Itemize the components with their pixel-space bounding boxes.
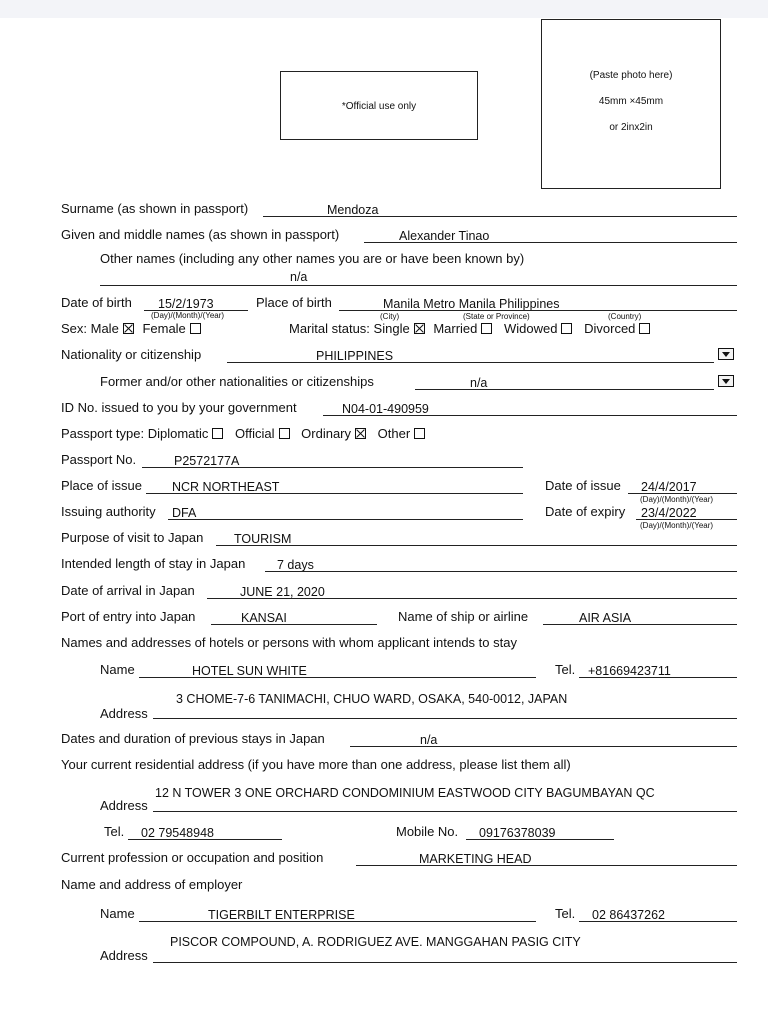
surname-underline — [263, 216, 737, 217]
previous-stays-field[interactable]: n/a — [420, 733, 438, 747]
employer-name-field[interactable]: TIGERBILT ENTERPRISE — [208, 908, 355, 922]
official-use-label: *Official use only — [341, 101, 417, 112]
port-of-entry-underline — [211, 624, 377, 625]
hotel-name-underline — [139, 677, 536, 678]
date-of-issue-label: Date of issue — [545, 478, 621, 493]
mobile-field[interactable]: 09176378039 — [479, 826, 556, 840]
ordinary-checkbox[interactable] — [355, 428, 366, 439]
hotel-tel-underline — [579, 677, 737, 678]
mobile-label: Mobile No. — [396, 824, 459, 839]
female-checkbox[interactable] — [190, 323, 201, 334]
employer-tel-label: Tel. — [555, 906, 576, 921]
nationality-field[interactable]: PHILIPPINES — [316, 349, 394, 363]
nationality-label: Nationality or citizenship — [61, 347, 202, 362]
mobile-underline — [466, 839, 614, 840]
surname-field[interactable]: Mendoza — [327, 203, 379, 217]
pob-field[interactable]: Manila Metro Manila Philippines — [383, 297, 560, 311]
port-of-entry-field[interactable]: KANSAI — [241, 611, 287, 625]
employer-name-underline — [139, 921, 536, 922]
date-of-expiry-hint: (Day)/(Month)/(Year) — [640, 521, 714, 530]
issuing-authority-underline — [168, 519, 523, 520]
other-names-underline — [100, 285, 737, 286]
purpose-field[interactable]: TOURISM — [234, 532, 292, 546]
residential-address-underline — [153, 811, 737, 812]
nationality-dropdown-arrow-icon[interactable] — [718, 348, 734, 360]
dob-label: Date of birth — [61, 295, 132, 310]
official-label: Official — [235, 426, 275, 441]
issuing-authority-field[interactable]: DFA — [172, 506, 197, 520]
sex-row — [61, 321, 201, 337]
passport-type-label: Passport type: Diplomatic — [61, 426, 209, 441]
profession-underline — [356, 865, 737, 866]
pob-label: Place of birth — [256, 295, 332, 310]
gov-id-field[interactable]: N04-01-490959 — [342, 402, 429, 416]
date-of-expiry-underline — [636, 519, 737, 520]
diplomatic-checkbox[interactable] — [212, 428, 223, 439]
ship-airline-field[interactable]: AIR ASIA — [579, 611, 632, 625]
passport-no-label: Passport No. — [61, 452, 137, 467]
residential-heading: Your current residential address (if you have more than one address, please list them all) — [61, 757, 571, 772]
gov-id-label: ID No. issued to you by your government — [61, 400, 297, 415]
hotel-address-label: Address — [100, 706, 148, 721]
photo-box[interactable] — [541, 19, 721, 189]
former-nationality-underline — [415, 389, 714, 390]
single-label: Single — [373, 321, 410, 336]
male-checkbox[interactable] — [123, 323, 134, 334]
hotel-name-label: Name — [100, 662, 135, 677]
dob-hint: (Day)/(Month)/(Year) — [151, 311, 225, 320]
employer-name-label: Name — [100, 906, 135, 921]
other-names-label: Other names (including any other names you are or have been known by) — [100, 251, 525, 266]
ordinary-label: Ordinary — [301, 426, 352, 441]
dob-field[interactable]: 15/2/1973 — [158, 297, 214, 311]
profession-field[interactable]: MARKETING HEAD — [419, 852, 532, 866]
issuing-authority-label: Issuing authority — [61, 504, 156, 519]
port-of-entry-label: Port of entry into Japan — [61, 609, 196, 624]
residential-tel-label: Tel. — [104, 824, 125, 839]
place-of-issue-underline — [146, 493, 523, 494]
purpose-label: Purpose of visit to Japan — [61, 530, 204, 545]
official-checkbox[interactable] — [279, 428, 290, 439]
employer-tel-field[interactable]: 02 86437262 — [592, 908, 665, 922]
widowed-label: Widowed — [504, 321, 558, 336]
date-of-expiry-field[interactable]: 23/4/2022 — [641, 506, 697, 520]
former-nationality-field[interactable]: n/a — [470, 376, 488, 390]
pob-hint-state: (State or Province) — [463, 312, 530, 321]
former-nationality-dropdown-arrow-icon[interactable] — [718, 375, 734, 387]
hotel-address-field[interactable]: 3 CHOME-7-6 TANIMACHI, CHUO WARD, OSAKA, 540-0012, JAPAN — [176, 692, 568, 706]
other-type-checkbox[interactable] — [414, 428, 425, 439]
employer-address-label: Address — [100, 948, 148, 963]
former-nationality-label: Former and/or other nationalities or citizenships — [100, 374, 374, 389]
gov-id-underline — [323, 415, 737, 416]
widowed-checkbox[interactable] — [561, 323, 572, 334]
top-strip — [0, 0, 768, 18]
employer-tel-underline — [579, 921, 737, 922]
married-label: Married — [433, 321, 478, 336]
place-of-issue-label: Place of issue — [61, 478, 142, 493]
employer-address-underline — [153, 962, 737, 963]
single-checkbox[interactable] — [414, 323, 425, 334]
residential-address-field[interactable]: 12 N TOWER 3 ONE ORCHARD CONDOMINIUM EASTWOOD CITY BAGUMBAYAN QC — [155, 786, 655, 800]
pob-hint-country: (Country) — [608, 312, 642, 321]
given-names-field[interactable]: Alexander Tinao — [399, 229, 490, 243]
pob-underline — [339, 310, 737, 311]
arrival-field[interactable]: JUNE 21, 2020 — [240, 585, 325, 599]
employer-address-field[interactable]: PISCOR COMPOUND, A. RODRIGUEZ AVE. MANGGAHAN PASIG CITY — [170, 935, 581, 949]
pob-hint-city: (City) — [380, 312, 400, 321]
employer-heading: Name and address of employer — [61, 877, 243, 892]
given-names-label: Given and middle names (as shown in passport) — [61, 227, 340, 242]
previous-stays-underline — [350, 746, 737, 747]
female-label: Female — [142, 321, 186, 336]
length-of-stay-label: Intended length of stay in Japan — [61, 556, 246, 571]
given-names-underline — [364, 242, 737, 243]
previous-stays-label: Dates and duration of previous stays in Japan — [61, 731, 325, 746]
passport-no-field[interactable]: P2572177A — [174, 454, 240, 468]
photo-instruction: (Paste photo here) — [589, 70, 673, 81]
divorced-label: Divorced — [584, 321, 636, 336]
date-of-issue-field[interactable]: 24/4/2017 — [641, 480, 697, 494]
purpose-underline — [216, 545, 737, 546]
residential-tel-underline — [128, 839, 282, 840]
sex-label: Sex: Male — [61, 321, 119, 336]
date-of-issue-hint: (Day)/(Month)/(Year) — [640, 495, 714, 504]
ship-airline-underline — [543, 624, 737, 625]
date-of-expiry-label: Date of expiry — [545, 504, 626, 519]
passport-type-row — [61, 426, 425, 442]
date-of-issue-underline — [628, 493, 737, 494]
photo-size: 45mm ×45mm — [598, 96, 664, 107]
arrival-label: Date of arrival in Japan — [61, 583, 195, 598]
marital-row — [289, 321, 650, 337]
official-use-box — [280, 71, 478, 140]
hotels-heading: Names and addresses of hotels or persons with whom applicant intends to stay — [61, 635, 517, 650]
passport-no-underline — [142, 467, 523, 468]
length-of-stay-field[interactable]: 7 days — [277, 558, 314, 572]
hotel-tel-label: Tel. — [555, 662, 576, 677]
hotel-name-field[interactable]: HOTEL SUN WHITE — [192, 664, 307, 678]
place-of-issue-field[interactable]: NCR NORTHEAST — [172, 480, 280, 494]
photo-size-inches: or 2inx2in — [609, 122, 653, 133]
hotel-tel-field[interactable]: +81669423711 — [588, 664, 671, 678]
nationality-underline — [227, 362, 714, 363]
profession-label: Current profession or occupation and position — [61, 850, 324, 865]
divorced-checkbox[interactable] — [639, 323, 650, 334]
hotel-address-underline — [153, 718, 737, 719]
length-of-stay-underline — [265, 571, 737, 572]
other-names-field[interactable]: n/a — [290, 270, 308, 284]
other-type-label: Other — [377, 426, 411, 441]
ship-airline-label: Name of ship or airline — [398, 609, 529, 624]
married-checkbox[interactable] — [481, 323, 492, 334]
marital-label: Marital status: — [289, 321, 370, 336]
residential-tel-field[interactable]: 02 79548948 — [141, 826, 214, 840]
arrival-underline — [207, 598, 737, 599]
surname-label: Surname (as shown in passport) — [61, 201, 249, 216]
residential-address-label: Address — [100, 798, 148, 813]
